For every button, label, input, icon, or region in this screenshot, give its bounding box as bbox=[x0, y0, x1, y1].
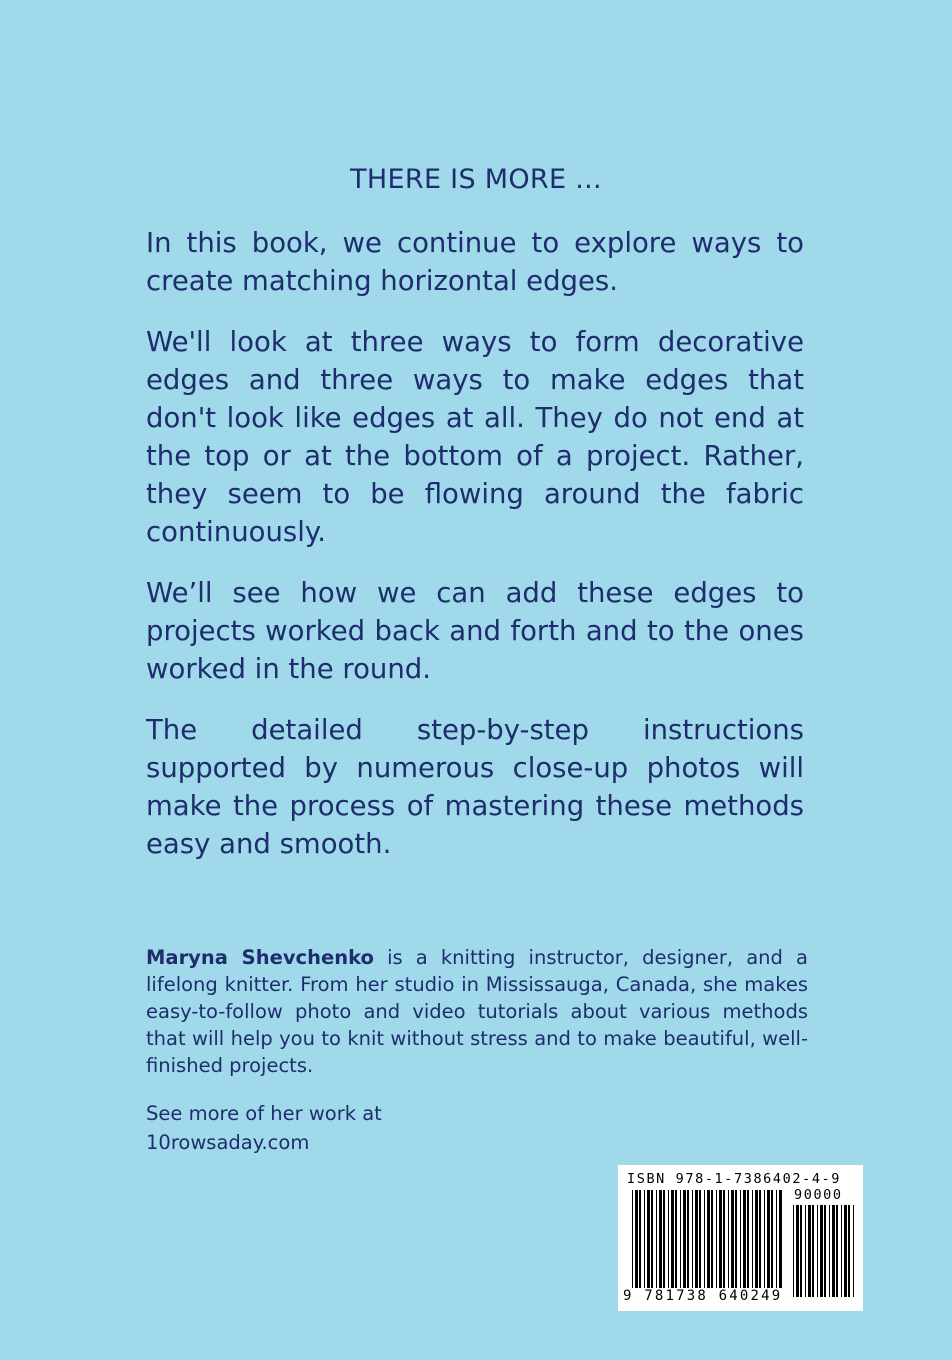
barcode-bar bbox=[800, 1205, 802, 1297]
website-intro: See more of her work at bbox=[146, 1102, 382, 1125]
barcode-bar bbox=[848, 1205, 850, 1297]
barcode-bar bbox=[716, 1190, 717, 1297]
barcode-bar bbox=[651, 1190, 653, 1297]
price-addon-code: 90000 bbox=[794, 1187, 843, 1203]
isbn-number: ISBN 978-1-7386402-4-9 bbox=[627, 1171, 842, 1187]
barcode-bar bbox=[767, 1190, 770, 1297]
author-bio bbox=[146, 944, 808, 1079]
barcode-bar bbox=[759, 1190, 761, 1297]
barcode-bar bbox=[704, 1190, 705, 1297]
barcode-bar bbox=[719, 1190, 722, 1297]
description-paragraph-1: In this book, we continue to explore ways to create matching horizontal edges. bbox=[146, 227, 804, 297]
barcode-bar bbox=[656, 1190, 657, 1297]
barcode-bar bbox=[805, 1205, 806, 1297]
barcode-bar bbox=[663, 1190, 665, 1297]
barcode-bar bbox=[699, 1190, 701, 1297]
description-paragraph-4: The detailed step-by-step instructions supported by numerous close-up photos will make the process of mastering these methods easy and smooth. bbox=[146, 714, 804, 860]
barcode-bar bbox=[639, 1190, 641, 1297]
barcode-bar bbox=[644, 1190, 645, 1297]
barcode-bar bbox=[735, 1190, 737, 1297]
barcode-bar bbox=[771, 1190, 773, 1297]
website-note bbox=[146, 1099, 382, 1157]
barcode-bar bbox=[820, 1205, 823, 1297]
description-paragraph-2: We'll look at three ways to form decorative edges and three ways to make edges that don't look like edges at all. They do not end at the top or at the bottom of a project. Rather, they seem to be flowing around the fabric continuously. bbox=[146, 326, 804, 548]
barcode-addon-bars bbox=[793, 1205, 856, 1297]
ean-number: 9 781738 640249 bbox=[620, 1288, 785, 1304]
barcode-bar bbox=[731, 1190, 734, 1297]
author-name: Maryna Shevchenko bbox=[146, 946, 374, 969]
barcode-bar bbox=[829, 1205, 830, 1297]
barcode-bar bbox=[796, 1205, 799, 1297]
barcode-bar bbox=[747, 1190, 749, 1297]
barcode-bar bbox=[764, 1190, 765, 1297]
barcode-bar bbox=[687, 1190, 689, 1297]
barcode-bar bbox=[779, 1190, 782, 1297]
barcode-bar bbox=[752, 1190, 753, 1297]
barcode-bar bbox=[728, 1190, 729, 1297]
barcode-bar bbox=[680, 1190, 681, 1297]
barcode-bar bbox=[675, 1190, 677, 1297]
website-link[interactable]: 10rowsaday.com bbox=[146, 1131, 310, 1154]
barcode-bar bbox=[695, 1190, 698, 1297]
barcode-bars bbox=[632, 1190, 782, 1297]
barcode-bar bbox=[841, 1205, 842, 1297]
barcode-bar bbox=[844, 1205, 847, 1297]
back-cover-heading: THERE IS MORE ... bbox=[350, 164, 602, 195]
barcode-bar bbox=[808, 1205, 811, 1297]
description bbox=[146, 224, 804, 886]
barcode-bar bbox=[659, 1190, 662, 1297]
barcode-bar bbox=[836, 1205, 838, 1297]
barcode-bar bbox=[824, 1205, 826, 1297]
barcode-bar bbox=[683, 1190, 686, 1297]
barcode-bar bbox=[743, 1190, 746, 1297]
barcode-bar bbox=[793, 1205, 794, 1297]
barcode-bar bbox=[776, 1190, 777, 1297]
barcode-bar bbox=[668, 1190, 669, 1297]
barcode-bar bbox=[632, 1190, 633, 1297]
barcode-bar bbox=[635, 1190, 638, 1297]
author-bio-text: is a knitting instructor, designer, and a lifelong knitter. From her studio in Mississauga, Canada, she makes easy-to-follow photo and video tutorials about various methods that will help you to knit without stress and to make beautiful, well-finished projects. bbox=[146, 946, 808, 1077]
barcode-bar bbox=[740, 1190, 741, 1297]
barcode-bar bbox=[707, 1190, 710, 1297]
barcode-bar bbox=[832, 1205, 835, 1297]
barcode-bar bbox=[812, 1205, 814, 1297]
description-paragraph-3: We’ll see how we can add these edges to projects worked back and forth and to the ones worked in the round. bbox=[146, 577, 804, 685]
isbn-barcode bbox=[618, 1165, 863, 1311]
barcode-bar bbox=[711, 1190, 713, 1297]
barcode-bar bbox=[671, 1190, 674, 1297]
barcode-bar bbox=[647, 1190, 650, 1297]
barcode-bar bbox=[723, 1190, 725, 1297]
barcode-bar bbox=[692, 1190, 693, 1297]
barcode-bar bbox=[755, 1190, 758, 1297]
barcode-bar bbox=[853, 1205, 854, 1297]
barcode-bar bbox=[817, 1205, 818, 1297]
